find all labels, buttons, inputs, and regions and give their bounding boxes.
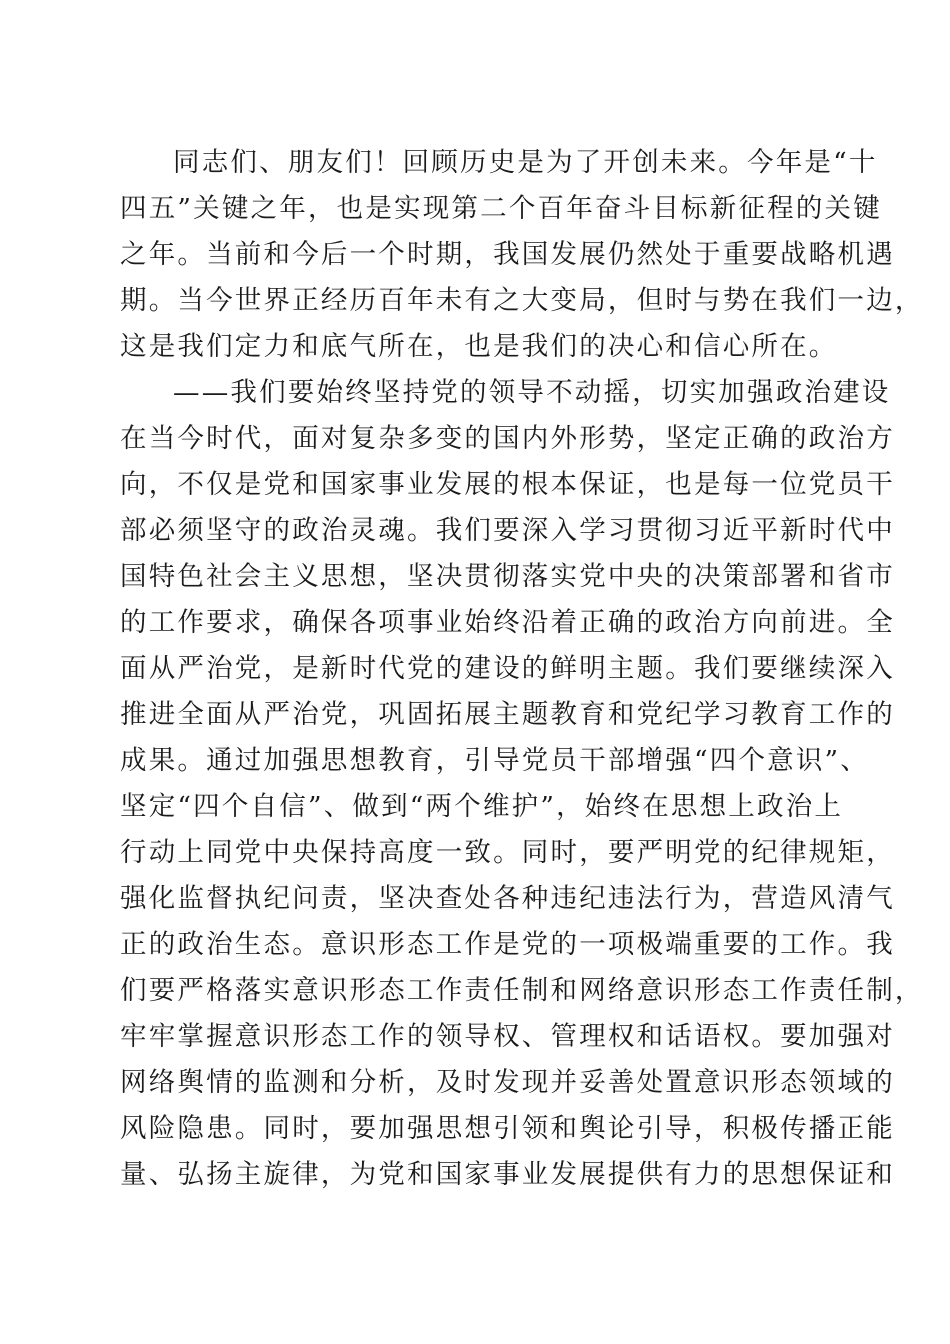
paragraph-line: 行动上同党中央保持高度一致。同时，要严明党的纪律规矩， <box>120 837 895 868</box>
paragraph-line: 之年。当前和今后一个时期，我国发展仍然处于重要战略机遇 <box>120 239 895 270</box>
paragraph-line: 们要严格落实意识形态工作责任制和网络意识形态工作责任制， <box>120 975 924 1006</box>
paragraph-line: 向，不仅是党和国家事业发展的根本保证，也是每一位党员干 <box>120 469 895 500</box>
paragraph-line: 网络舆情的监测和分析，及时发现并妥善处置意识形态领域的 <box>120 1067 895 1098</box>
paragraph-line: 正的政治生态。意识形态工作是党的一项极端重要的工作。我 <box>120 929 895 960</box>
paragraph-line: 这是我们定力和底气所在，也是我们的决心和信心所在。 <box>120 331 838 362</box>
paragraph-line: 坚定“四个自信”、做到“两个维护”，始终在思想上政治上 <box>120 791 844 822</box>
paragraph-line: 的工作要求，确保各项事业始终沿着正确的政治方向前进。全 <box>120 607 895 638</box>
paragraph-line: 面从严治党，是新时代党的建设的鲜明主题。我们要继续深入 <box>120 653 895 684</box>
paragraph-line: 部必须坚守的政治灵魂。我们要深入学习贯彻习近平新时代中 <box>120 515 895 546</box>
paragraph-line: 在当今时代，面对复杂多变的国内外形势，坚定正确的政治方 <box>120 423 895 454</box>
section-heading-line: ——我们要始终坚持党的领导不动摇，切实加强政治建设 <box>173 377 891 408</box>
paragraph-line: 推进全面从严治党，巩固拓展主题教育和党纪学习教育工作的 <box>120 699 895 730</box>
paragraph-line: 国特色社会主义思想，坚决贯彻落实党中央的决策部署和省市 <box>120 561 895 592</box>
paragraph-line: 量、弘扬主旋律，为党和国家事业发展提供有力的思想保证和 <box>120 1159 895 1190</box>
paragraph-line: 牢牢掌握意识形态工作的领导权、管理权和话语权。要加强对 <box>120 1021 895 1052</box>
paragraph-line: 强化监督执纪问责，坚决查处各种违纪违法行为，营造风清气 <box>120 883 895 914</box>
paragraph-line: 四五”关键之年，也是实现第二个百年奋斗目标新征程的关键 <box>120 193 882 224</box>
paragraph-line: 同志们、朋友们！回顾历史是为了开创未来。今年是“十 <box>173 147 878 178</box>
paragraph-line: 期。当今世界正经历百年未有之大变局，但时与势在我们一边， <box>120 285 924 316</box>
paragraph-line: 成果。通过加强思想教育，引导党员干部增强“四个意识”、 <box>120 745 869 776</box>
document-body <box>120 140 924 1198</box>
paragraph-line: 风险隐患。同时，要加强思想引领和舆论引导，积极传播正能 <box>120 1113 895 1144</box>
